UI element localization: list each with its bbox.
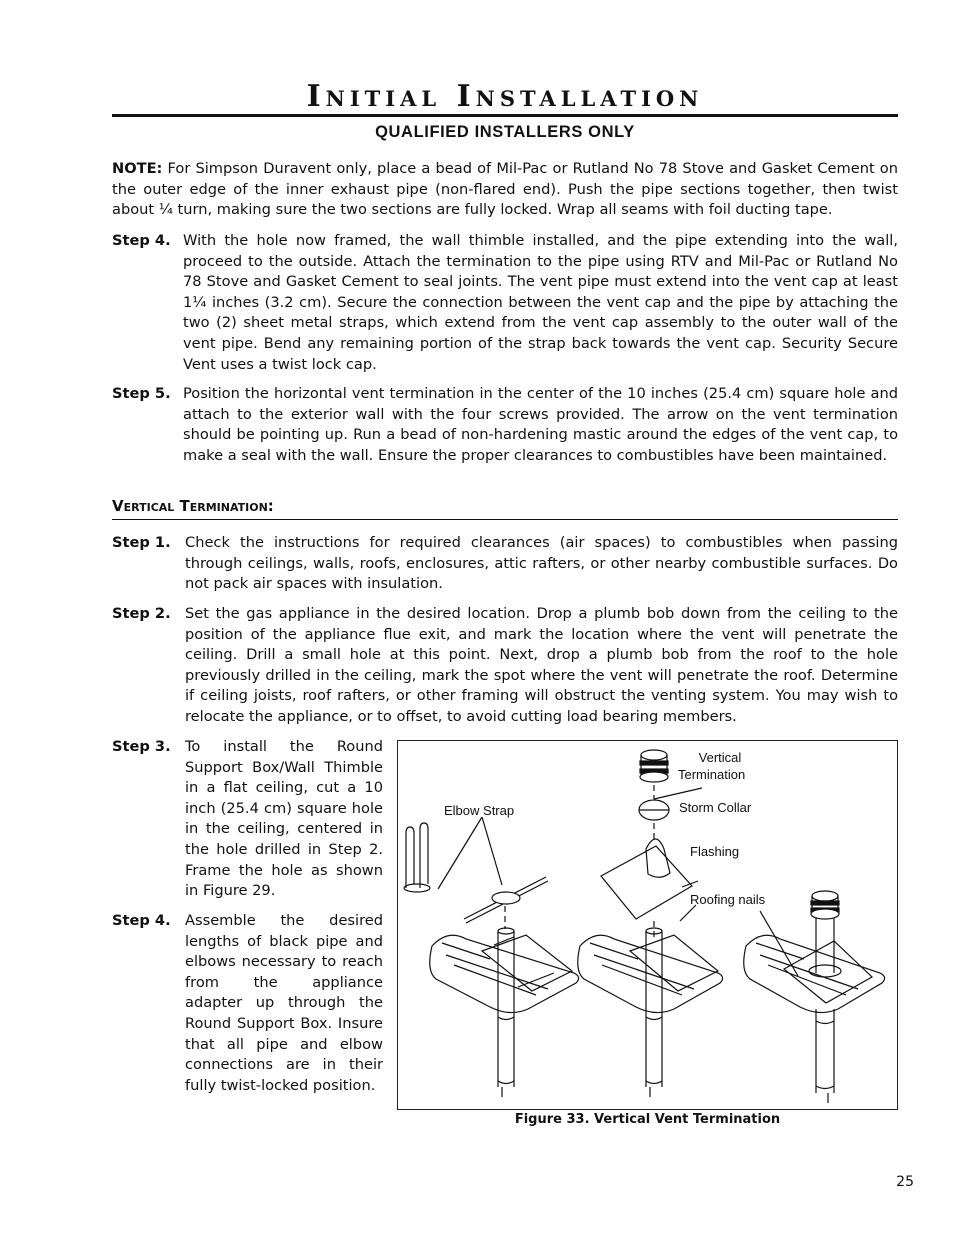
step-text: Check the instructions for required clearances (air spaces) to combustibles when passing through ceilings, walls, roofs, enclosures, attic rafters, or other nearby combustible surfaces. Do not pack air spaces with insulation. (185, 534, 898, 593)
label-storm-collar: Storm Collar (679, 800, 752, 815)
page-number: 25 (896, 1174, 914, 1190)
label-elbow-strap: Elbow Strap (444, 803, 515, 818)
page-title: Initial Installation (306, 79, 704, 114)
figure-caption: Figure 33. Vertical Vent Termination (514, 1112, 781, 1127)
elbow-strap-assembly (464, 877, 548, 929)
label-roofing-nails: Roofing nails (690, 892, 766, 907)
figure-vertical-vent-termination (397, 740, 898, 1110)
vertical-step-4 (112, 911, 384, 1121)
step-text: Assemble the desired lengths of black pipe and elbows necessary to reach from the appliance adapter up through the Round Support Box. Insure that all pipe and elbow connections are in their fully twist-locked position. (185, 912, 383, 1094)
step-text: Position the horizontal vent termination in the center of the 10 inches (25.4 cm) square hole and attach to the exterior wall with the four screws provided. The arrow on the vent termination should be pointing up. Run a bead of non-hardening mastic around the edges of the vent cap, to make a seal with the wall. Ensure the proper clearances to combustibles have been maintained. (183, 385, 898, 464)
roof-section-2 (578, 928, 723, 1087)
vertical-termination-cap (640, 750, 668, 782)
vertical-step-2 (112, 604, 898, 728)
vertical-termination-heading: Vertical Termination: (112, 497, 274, 515)
note-paragraph (112, 159, 898, 221)
page-subtitle: QUALIFIED INSTALLERS ONLY (375, 123, 635, 141)
section-rule (112, 519, 898, 520)
step-label: Step 4. (112, 912, 171, 929)
roof-section-3 (744, 891, 885, 1093)
step-label: Step 4. (112, 232, 171, 249)
step-text: Set the gas appliance in the desired location. Drop a plumb bob down from the ceiling to the position of the appliance flue exit, and mark the location where the vent will penetrate the ceiling. Drill a small hole at this point. Next, drop a plumb bob from the roof to the hole previously drilled in the ceiling, mark the spot where the vent will penetrate the roof. Determine if ceiling joists, roof rafters, or other framing will obstruct the venting system. You may wish to relocate the appliance, or to offset, to avoid cutting load bearing members. (185, 605, 898, 725)
label-flashing: Flashing (690, 844, 740, 859)
vertical-step-3 (112, 737, 384, 905)
step-label: Step 3. (112, 738, 171, 755)
step-text: To install the Round Support Box/Wall Thimble in a flat ceiling, cut a 10 inch (25.4 cm) square hole in the ceiling, centered in the hole drilled in Step 2. Frame the hole as shown in Figure 29. (185, 738, 383, 900)
note-label: NOTE: (112, 160, 163, 177)
step-label: Step 5. (112, 385, 171, 402)
elbow-strap-part (404, 823, 430, 892)
storm-collar-part (639, 800, 669, 820)
step-label: Step 2. (112, 605, 171, 622)
vertical-step-1 (112, 533, 898, 595)
label-vertical-termination: Vertical Termination (678, 750, 746, 782)
vent-diagram (398, 741, 897, 1109)
flashing-part (601, 839, 692, 919)
roof-section-1 (430, 928, 579, 1087)
horizontal-step-4 (112, 231, 898, 375)
title-rule (112, 114, 898, 117)
step-label: Step 1. (112, 534, 171, 551)
step-text: With the hole now framed, the wall thimble installed, and the pipe extending into the wall, proceed to the outside. Attach the termination to the pipe using RTV and Mil-Pac or Rutland No 78 Stove and Gasket Cement to seal joints. The vent pipe must extend into the vent cap at least 1¼ inches (3.2 cm). Secure the connection between the vent cap and the pipe by attaching the two (2) sheet metal straps, which extend from the vent cap assembly to the outer wall of the vent pipe. Bend any remaining portion of the strap back towards the vent cap. Security Secure Vent uses a twist lock cap. (183, 232, 898, 373)
note-text: For Simpson Duravent only, place a bead of Mil-Pac or Rutland No 78 Stove and Gasket Cement on the outer edge of the inner exhaust pipe (non-flared end). Push the pipe sections together, then twist about ¼ turn, making sure the two sections are fully locked. Wrap all seams with foil ducting tape. (112, 160, 898, 219)
horizontal-step-5 (112, 384, 898, 488)
